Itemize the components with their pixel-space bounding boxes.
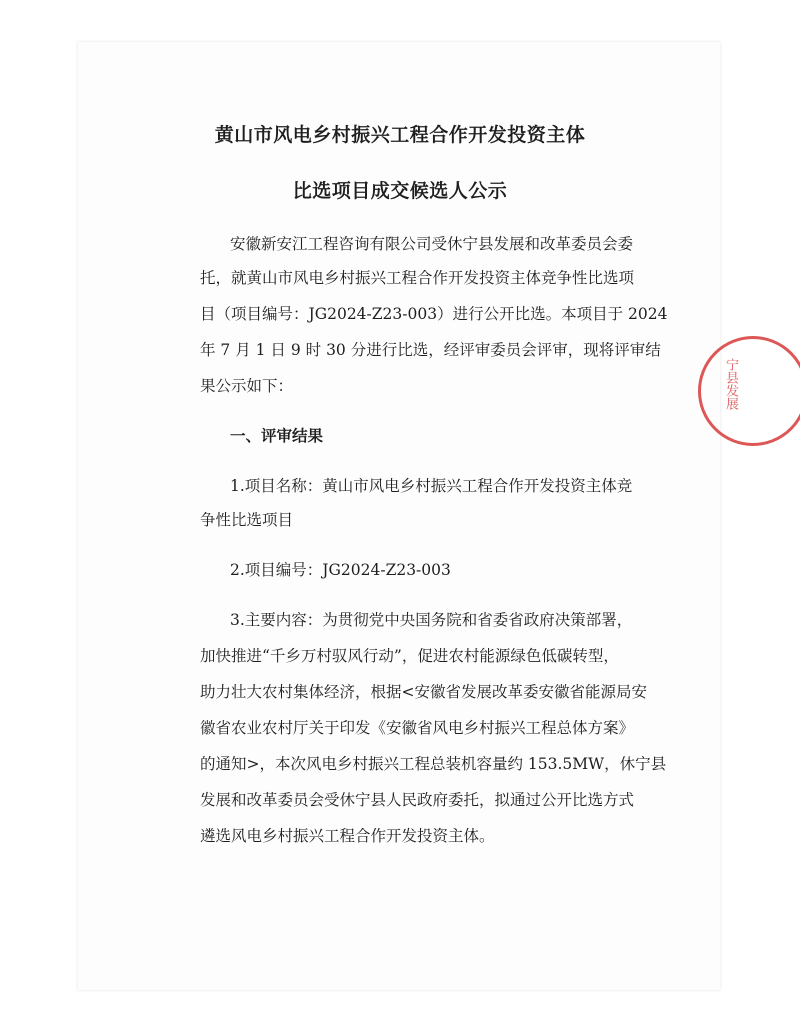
item-line: 争性比选项目 bbox=[200, 511, 294, 529]
item-line: 加快推进“千乡万村驭风行动”，促进农村能源绿色低碳转型， bbox=[200, 647, 619, 665]
seal-text: 宁县发展 bbox=[723, 358, 738, 410]
intro-line: 安徽新安江工程咨询有限公司受休宁县发展和改革委员会委 bbox=[230, 235, 634, 253]
item-line: 的通知>，本次风电乡村振兴工程总装机容量约 153.5MW，休宁县 bbox=[200, 755, 667, 773]
intro-line: 托，就黄山市风电乡村振兴工程合作开发投资主体竞争性比选项 bbox=[200, 269, 635, 287]
section-heading: 一、评审结果 bbox=[230, 427, 324, 445]
official-seal-stamp bbox=[694, 336, 800, 446]
document-title-line-2: 比选项目成交候选人公示 bbox=[292, 180, 508, 202]
intro-line: 果公示如下： bbox=[200, 377, 294, 395]
item-line: 徽省农业农村厅关于印发《安徽省风电乡村振兴工程总体方案》 bbox=[200, 719, 635, 737]
intro-line: 目（项目编号：JG2024-Z23-003）进行公开比选。本项目于 2024 bbox=[200, 305, 668, 323]
item-line: 1.项目名称：黄山市风电乡村振兴工程合作开发投资主体竞 bbox=[230, 477, 633, 495]
intro-line: 年 7 月 1 日 9 时 30 分进行比选，经评审委员会评审，现将评审结 bbox=[200, 341, 661, 359]
item-line: 3.主要内容：为贯彻党中央国务院和省委省政府决策部署， bbox=[230, 611, 633, 629]
document-title-line-1: 黄山市风电乡村振兴工程合作开发投资主体 bbox=[214, 124, 586, 146]
item-project-number: 2.项目编号：JG2024-Z23-003 bbox=[230, 561, 451, 579]
item-line: 发展和改革委员会受休宁县人民政府委托，拟通过公开比选方式 bbox=[200, 791, 635, 809]
item-line: 遴选风电乡村振兴工程合作开发投资主体。 bbox=[200, 827, 495, 845]
item-line: 助力壮大农村集体经济，根据<安徽省发展改革委安徽省能源局安 bbox=[200, 683, 647, 701]
